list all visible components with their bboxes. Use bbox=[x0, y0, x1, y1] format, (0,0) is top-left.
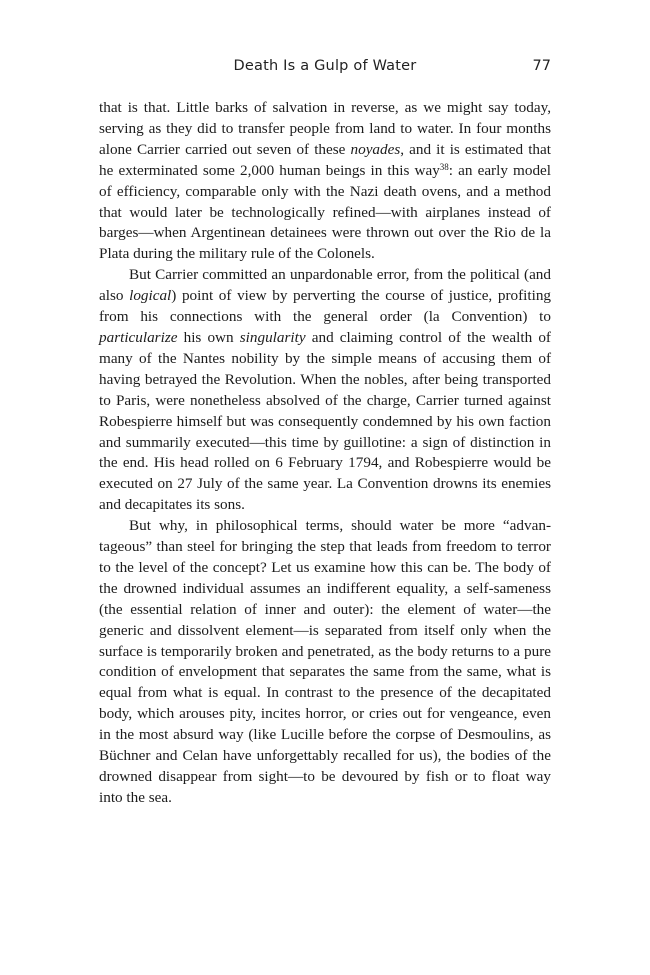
paragraph-2 bbox=[99, 265, 551, 516]
italic-term: particularize bbox=[99, 328, 178, 346]
text-run: But why, in philosophical terms, should water be more “advantageous” than steel for bringing the step that leads from freedom to terror to the level of the concept? Let us examine how this can be. The body of the drowned individual assumes an indifferent equality, a self-sameness (the essential relation of inner and outer): the element of water—the generic and dissolvent element—is separated from itself only when the surface is temporarily broken and penetrated, as the body returns to a pure condition of envelopment that separates the same from the same, what is equal from what is equal. In contrast to the presence of the decapitated body, which arouses pity, incites horror, or cries out for vengeance, even in the most absurd way (like Lucille before the corpse of Desmoulins, as Büchner and Celan have unforgettably recalled for us), the bodies of the drowned disappear from sight—to be devoured by fish or to float way into the sea. bbox=[99, 517, 551, 806]
italic-term: singularity bbox=[239, 328, 306, 346]
page-number: 77 bbox=[532, 58, 551, 74]
footnote-marker: 38 bbox=[439, 161, 449, 172]
text-run: : an early model of efficiency, comparable only with the Nazi death ovens, and a method that would later be technologically refined—with airplanes instead of barges—when Argentinean detainees were thrown out over the Rio de la Plata during the military rule of the Colonels. bbox=[99, 161, 552, 263]
italic-term: logical bbox=[129, 287, 172, 305]
book-page bbox=[99, 58, 551, 809]
text-run: and claiming control of the wealth of many of the Nantes nobility by the simple means of accusing them of having betrayed the Revolution. When the nobles, after being transported to Paris, were nonetheless absolved of the charge, Carrier turned against Robespierre himself but was consequently condemned by his own faction and summarily executed—this time by guillotine: a sign of distinction in the end. His head rolled on 6 February 1794, and Robespierre would be executed on 27 July of the same year. La Convention drowns its enemies and decapitates its sons. bbox=[99, 328, 551, 514]
text-run: his own bbox=[177, 328, 240, 346]
paragraph-3 bbox=[99, 516, 551, 809]
running-head bbox=[99, 58, 551, 82]
running-head-title: Death Is a Gulp of Water bbox=[233, 58, 417, 74]
text-run: , and it is estimated that he exterminated some 2,000 human beings in this way bbox=[99, 140, 551, 179]
body-text bbox=[99, 98, 551, 809]
italic-term: noyades bbox=[350, 140, 401, 158]
text-run: ) point of view by perverting the course of justice, profiting from his connections with the general order (la Convention) to bbox=[99, 287, 552, 326]
paragraph-1 bbox=[99, 98, 551, 265]
text-run: But Carrier committed an unpardonable error, from the political (and also bbox=[99, 266, 551, 305]
text-run: that is that. Little barks of salvation in reverse, as we might say today, serving as they did to transfer people from land to water. In four months alone Carrier carried out seven of these bbox=[99, 99, 551, 158]
